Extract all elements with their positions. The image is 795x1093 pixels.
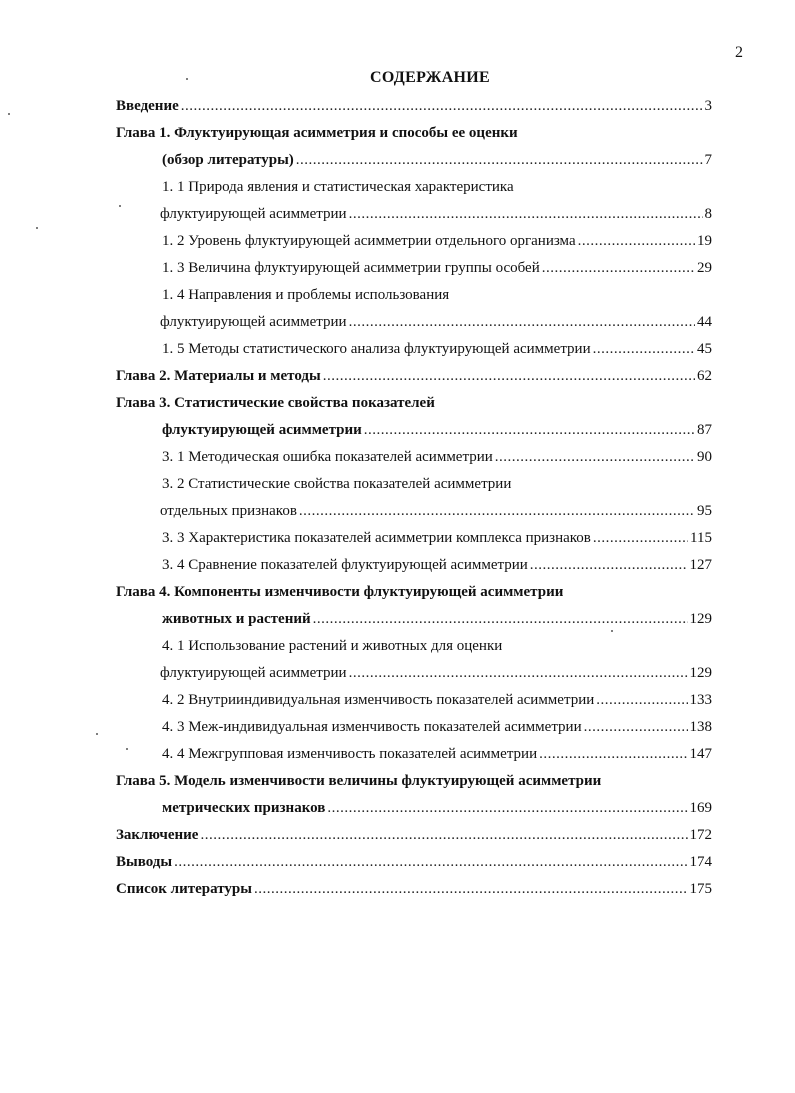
toc-page-number: 90 <box>697 449 712 465</box>
dot-leader <box>181 93 703 120</box>
scan-speck <box>126 748 128 750</box>
toc-page-number: 115 <box>690 530 712 546</box>
toc-entry-label: 3. 3 Характеристика показателей асимметрии комплекса признаков <box>162 530 591 546</box>
toc-entry-section-4-4 <box>0 741 795 768</box>
toc-entry-line <box>160 498 712 525</box>
toc-entry-line <box>162 741 712 768</box>
toc-entry-line <box>162 228 712 255</box>
toc-entry-section-1-4 <box>0 309 795 336</box>
toc-page-number: 127 <box>689 557 712 573</box>
toc-entry-label: Выводы <box>116 854 173 870</box>
toc-section-3-2-heading <box>0 471 795 498</box>
toc-entry-label: 1. 2 Уровень флуктуирующей асимметрии отдельного организма <box>162 233 576 249</box>
toc-entry-line <box>162 417 712 444</box>
dot-leader <box>596 687 687 714</box>
toc-page-number: 129 <box>689 611 712 627</box>
toc-entry-label: 1. 1 Природа явления и статистическая характеристика <box>162 179 514 195</box>
toc-entry-label: флуктуирующей асимметрии <box>162 422 362 438</box>
toc-entry-line <box>162 444 712 471</box>
dot-leader <box>313 606 688 633</box>
toc-entry-label: 1. 5 Методы статистического анализа флуктуирующей асимметрии <box>162 341 591 357</box>
toc-chapter-4-heading <box>0 579 795 606</box>
toc-entry-line <box>162 552 712 579</box>
dot-leader <box>254 876 688 903</box>
toc-entry-section-3-1 <box>0 444 795 471</box>
dot-leader <box>593 525 688 552</box>
toc-entry-chapter-1 <box>0 147 795 174</box>
toc-entry-label: животных и растений <box>162 611 311 627</box>
toc-entry-references <box>0 876 795 903</box>
toc-entry-line <box>162 795 712 822</box>
scan-speck <box>611 630 613 632</box>
toc-entry-label: Глава 2. Материалы и методы <box>116 368 321 384</box>
toc-entry-label: 4. 1 Использование растений и животных для оценки <box>162 638 503 654</box>
toc-page-number: 7 <box>704 152 712 168</box>
dot-leader <box>349 201 703 228</box>
toc-entry-label: флуктуирующей асимметрии <box>160 206 347 222</box>
toc-entry-section-3-4 <box>0 552 795 579</box>
page-title: СОДЕРЖАНИЕ <box>369 69 491 86</box>
dot-leader <box>584 714 688 741</box>
toc-section-1-4-heading <box>0 282 795 309</box>
toc-page-number: 147 <box>689 746 712 762</box>
toc-entry-label: Глава 3. Статистические свойства показателей <box>116 395 435 411</box>
toc-entry-label: 4. 4 Межгрупповая изменчивость показателей асимметрии <box>162 746 538 762</box>
dot-leader <box>495 444 695 471</box>
toc-entry-chapter-3 <box>0 417 795 444</box>
toc-entry-label: 4. 3 Меж-индивидуальная изменчивость показателей асимметрии <box>162 719 582 735</box>
toc-entry-label: (обзор литературы) <box>162 152 294 168</box>
toc-entry-intro <box>0 93 795 120</box>
scan-speck <box>96 733 98 735</box>
toc-entry-label: 3. 2 Статистические свойства показателей асимметрии <box>162 476 512 492</box>
toc-entry-chapter-2 <box>0 363 795 390</box>
dot-leader <box>578 228 695 255</box>
toc-entry-label: 1. 3 Величина флуктуирующей асимметрии группы особей <box>162 260 540 276</box>
toc-page-number: 8 <box>704 206 712 222</box>
dot-leader <box>542 255 695 282</box>
toc-entry-line <box>162 336 712 363</box>
toc-entry-line <box>116 876 712 903</box>
toc-entry-section-4-3 <box>0 714 795 741</box>
toc-entry-label: Глава 4. Компоненты изменчивости флуктуирующей асимметрии <box>116 584 564 600</box>
dot-leader <box>323 363 695 390</box>
dot-leader <box>349 660 688 687</box>
dot-leader <box>200 822 687 849</box>
toc-page-number: 172 <box>689 827 712 843</box>
toc-page-number: 138 <box>689 719 712 735</box>
toc-entry-line <box>162 255 712 282</box>
toc-page-number: 62 <box>697 368 712 384</box>
dot-leader <box>349 309 695 336</box>
toc-entry-label: отдельных признаков <box>160 503 297 519</box>
toc-entry-label: Введение <box>116 98 179 114</box>
toc-entry-label: флуктуирующей асимметрии <box>160 665 347 681</box>
dot-leader <box>539 741 687 768</box>
dot-leader <box>593 336 695 363</box>
toc-page-number: 133 <box>689 692 712 708</box>
toc-section-1-1-heading <box>0 174 795 201</box>
toc-entry-section-1-3 <box>0 255 795 282</box>
toc-entry-label: Список литературы <box>116 881 252 897</box>
toc-entry-label: Глава 5. Модель изменчивости величины флуктуирующей асимметрии <box>116 773 602 789</box>
toc-entry-section-1-2 <box>0 228 795 255</box>
toc-entry-label: флуктуирующей асимметрии <box>160 314 347 330</box>
toc-entry-label: 1. 4 Направления и проблемы использования <box>162 287 450 303</box>
toc-page-number: 169 <box>689 800 712 816</box>
toc-entry-line <box>116 93 712 120</box>
toc-entry-label: Заключение <box>116 827 199 843</box>
toc-page-number: 87 <box>697 422 712 438</box>
toc-section-4-1-heading <box>0 633 795 660</box>
toc-entry-chapter-4 <box>0 606 795 633</box>
toc-entry-findings <box>0 849 795 876</box>
toc-entry-line <box>160 201 712 228</box>
scan-speck <box>119 205 121 207</box>
toc-chapter-3-heading <box>0 390 795 417</box>
toc-page-number: 175 <box>689 881 712 897</box>
toc-entry-label: 3. 1 Методическая ошибка показателей асимметрии <box>162 449 493 465</box>
toc-entry-label: Глава 1. Флуктуирующая асимметрия и способы ее оценки <box>116 125 518 141</box>
dot-leader <box>327 795 687 822</box>
toc-entry-line <box>162 714 712 741</box>
toc-entry-line <box>162 525 712 552</box>
toc-entry-label: метрических признаков <box>162 800 326 816</box>
toc-entry-line <box>116 822 712 849</box>
toc-entry-label: 3. 4 Сравнение показателей флуктуирующей асимметрии <box>162 557 528 573</box>
toc-page-number: 29 <box>697 260 712 276</box>
dot-leader <box>296 147 703 174</box>
dot-leader <box>530 552 688 579</box>
toc-entry-chapter-5 <box>0 795 795 822</box>
dot-leader <box>299 498 695 525</box>
toc-chapter-5-heading <box>0 768 795 795</box>
toc-page-number: 45 <box>697 341 712 357</box>
toc-entry-line <box>160 309 712 336</box>
toc-entry-line <box>162 606 712 633</box>
toc-page-number: 44 <box>697 314 712 330</box>
toc-entry-conclusion <box>0 822 795 849</box>
toc-entry-line <box>116 363 712 390</box>
toc-page-number: 174 <box>689 854 712 870</box>
toc-entry-section-1-5 <box>0 336 795 363</box>
toc-entry-section-3-3 <box>0 525 795 552</box>
toc-entry-section-4-1 <box>0 660 795 687</box>
scan-speck <box>8 113 10 115</box>
toc-page-number: 19 <box>697 233 712 249</box>
scan-speck <box>36 227 38 229</box>
toc-page-number: 95 <box>697 503 712 519</box>
toc-entry-label: 4. 2 Внутрииндивидуальная изменчивость показателей асимметрии <box>162 692 595 708</box>
page-number: 2 <box>735 44 743 61</box>
toc-entry-section-4-2 <box>0 687 795 714</box>
toc-entry-section-3-2 <box>0 498 795 525</box>
toc-page-number: 129 <box>689 665 712 681</box>
toc-entry-line <box>162 147 712 174</box>
toc-entry-line <box>160 660 712 687</box>
dot-leader <box>364 417 695 444</box>
dot-leader <box>174 849 687 876</box>
toc-chapter-1-heading <box>0 120 795 147</box>
toc-page-number: 3 <box>704 98 712 114</box>
scan-speck <box>186 78 188 80</box>
toc-entry-line <box>116 849 712 876</box>
toc-entry-line <box>162 687 712 714</box>
